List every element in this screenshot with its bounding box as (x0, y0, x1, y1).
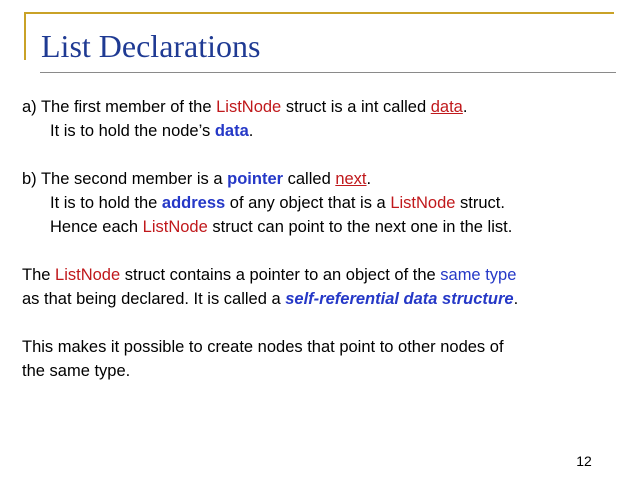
point-c-line-2 (22, 287, 622, 311)
emphasis-data: data (214, 122, 249, 140)
title-divider (40, 72, 616, 73)
text-segment: It is to hold the node’s (50, 122, 215, 140)
text-segment: struct contains a pointer to an object of the (120, 266, 441, 284)
paragraph-spacer (22, 311, 622, 335)
slide-body (22, 95, 622, 383)
slide-title: List Declarations (41, 28, 261, 64)
keyword-listnode: ListNode (390, 194, 456, 212)
paragraph-spacer (22, 239, 622, 263)
text-segment: Hence each (50, 218, 143, 236)
point-d-line-1 (22, 335, 622, 359)
text-segment: of any object that is a (225, 194, 391, 212)
frame-vertical-line (24, 12, 26, 60)
text-segment: It is to hold the (50, 194, 162, 212)
paragraph-spacer (22, 143, 622, 167)
keyword-listnode: ListNode (216, 98, 282, 116)
point-d-line-2 (22, 359, 622, 383)
text-segment: . (366, 170, 372, 188)
point-a-line-2 (22, 119, 622, 143)
text-segment: . (248, 122, 254, 140)
keyword-listnode: ListNode (142, 218, 208, 236)
text-segment: called (283, 170, 336, 188)
keyword-listnode: ListNode (55, 266, 121, 284)
text-segment: the same type. (22, 362, 131, 380)
point-c-line-1 (22, 263, 622, 287)
text-segment: b) The second member is a (22, 170, 228, 188)
emphasis-same-type: same type (440, 266, 517, 284)
point-a-line-1 (22, 95, 622, 119)
keyword-next: next (335, 170, 367, 188)
point-b-line-2 (22, 191, 622, 215)
text-segment: a) The first member of the (22, 98, 217, 116)
text-segment: as that being declared. It is called a (22, 290, 286, 308)
keyword-data: data (430, 98, 463, 116)
emphasis-pointer: pointer (227, 170, 284, 188)
point-b-line-1 (22, 167, 622, 191)
text-segment: struct can point to the next one in the list. (207, 218, 513, 236)
text-segment: struct. (455, 194, 505, 212)
emphasis-address: address (161, 194, 226, 212)
text-segment: . (462, 98, 468, 116)
page-number: 12 (576, 453, 592, 469)
text-segment: The (22, 266, 56, 284)
text-segment: . (513, 290, 519, 308)
emphasis-self-referential: self-referential data structure (285, 290, 514, 308)
text-segment: This makes it possible to create nodes that point to other nodes of (22, 338, 504, 356)
text-segment: struct is a int called (281, 98, 431, 116)
frame-horizontal-line (24, 12, 614, 14)
point-b-line-3 (22, 215, 622, 239)
